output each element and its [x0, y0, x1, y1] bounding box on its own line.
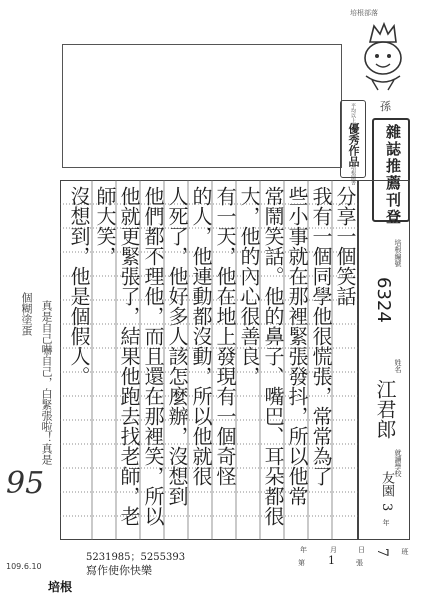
recommend-text: 雜誌推薦刊登 [384, 124, 402, 226]
page-unit: 張 [356, 559, 363, 567]
teacher-comment-1: 個糊塗蛋 [20, 292, 33, 336]
stamp-main-text: 優秀作品 [347, 123, 360, 167]
page-label: 第 [298, 559, 305, 567]
illustration-box [62, 44, 342, 168]
school-value: 友園 [379, 471, 394, 497]
essay-column-2: 些小事就在那裡緊張發抖，所以他常 [285, 186, 309, 506]
teacher-comment-2: 真是自己嚇自己，白緊張啦！真是 [40, 300, 53, 465]
grade-value: 3 [379, 503, 394, 512]
logo-title: 培根部落 [350, 9, 378, 17]
year-label: 年 [300, 546, 307, 554]
slogan: 寫作使你快樂 [86, 564, 152, 577]
school-label: 就讀學校 [394, 449, 402, 477]
class-unit: 班 [401, 548, 409, 555]
essay-column-3: 常鬧笑話。他的鼻子、嘴巴、耳朵都很 [261, 186, 285, 526]
essay-column-8: 他們都不理他，而且還在那裡笑，所以 [141, 186, 165, 526]
code-value: 6324 [373, 277, 394, 323]
grade-unit: 年 [382, 519, 390, 526]
essay-column-10: 師大笑， [93, 186, 117, 266]
brand-name: 培根 [48, 580, 73, 594]
essay-column-11: 沒想到，他是個假人。 [67, 186, 91, 386]
month-label: 月 [330, 546, 337, 554]
class-value: 7 [374, 548, 390, 557]
essay-column-5: 有一天，他在地上發現有一個奇怪 [213, 186, 237, 486]
comment-date: 109.6.10 [6, 562, 42, 571]
name-label: 姓名 [394, 359, 402, 373]
stamp-badge-text: 培根圖書 [350, 165, 356, 185]
student-info-column [358, 180, 410, 540]
logo-author: 孫 [380, 100, 391, 113]
essay-column-9: 他就更緊張了，結果他跑去找老師，老 [117, 186, 141, 526]
name-value: 江君郎 [373, 379, 397, 439]
essay-column-1: 我有一個同學他很慌張，常常為了 [309, 186, 333, 486]
essay-title: 分享一個笑話 [333, 186, 357, 306]
page-value: 1 [328, 554, 335, 567]
code-label: 培根編號 [394, 239, 402, 267]
excellent-work-stamp [340, 100, 366, 185]
essay-column-4: 大，他的內心很善良， [237, 186, 261, 386]
score-mark: 95 [6, 466, 45, 501]
essay-column-7: 人死了，他好多人該怎麼辦，沒想到 [165, 186, 189, 506]
phone-numbers: 5231985；5255393 [86, 552, 186, 563]
essay-column-6: 的人，他連動都沒動，所以他就很 [189, 186, 213, 486]
day-label: 日 [358, 546, 365, 554]
bacon-logo-icon [352, 22, 412, 92]
stamp-top-text: 平均以上 [350, 103, 356, 123]
